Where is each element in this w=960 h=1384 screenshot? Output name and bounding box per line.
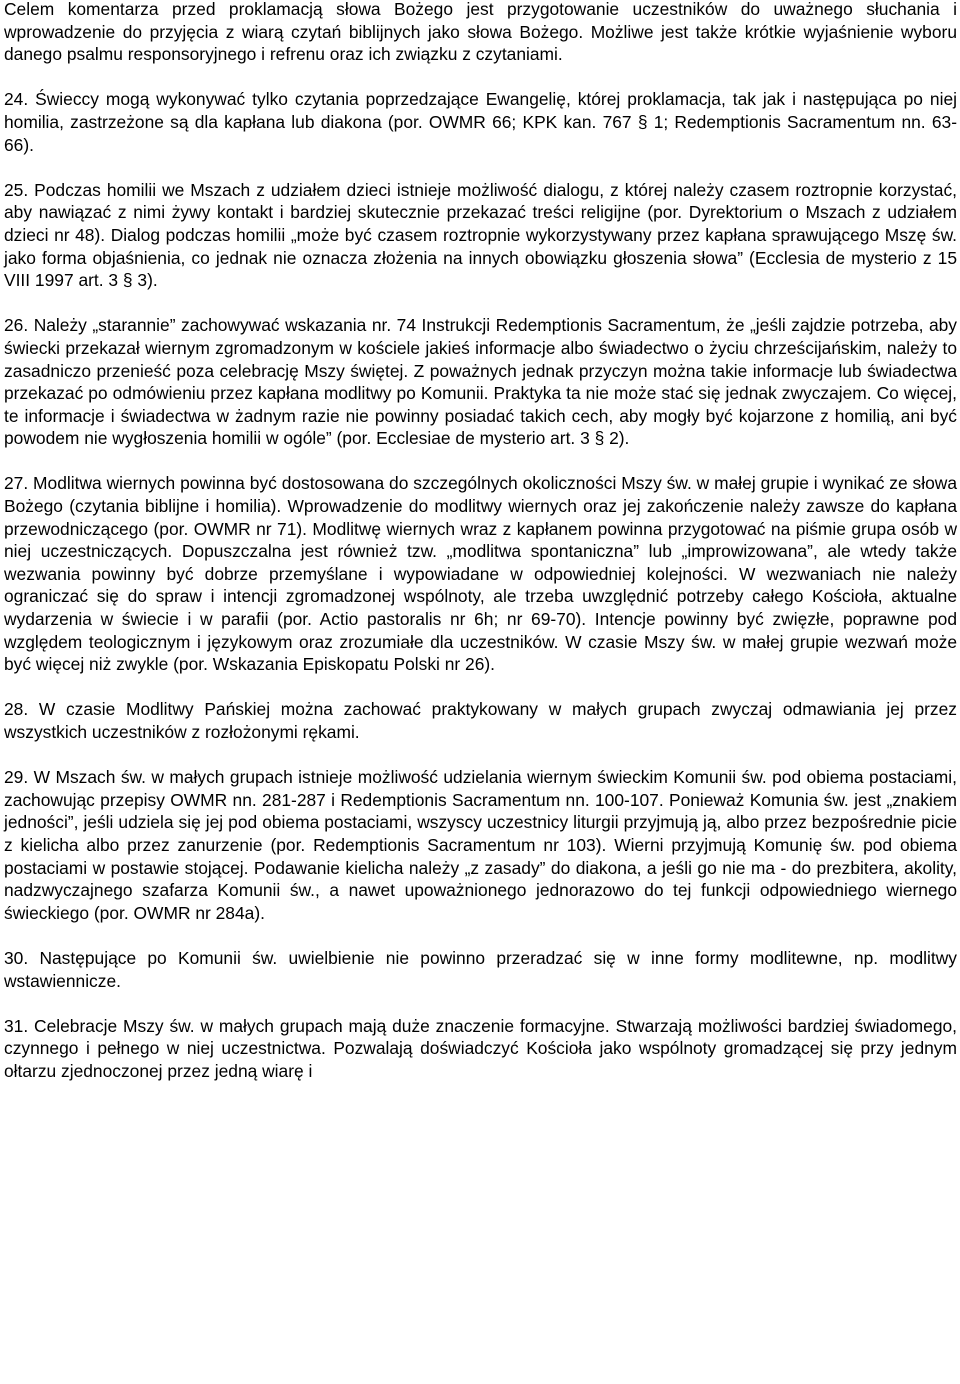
document-page — [4, 0, 957, 1105]
paragraph-25: 25. Podczas homilii we Mszach z udziałem dzieci istnieje możliwość dialogu, z której należy czasem roztropnie korzystać, aby nawiązać z nimi żywy kontakt i bardziej skutecznie przekazać treści religijne (por. Dyrektorium o Mszach z udziałem dzieci nr 48). Dialog podczas homilii „może być czasem roztropnie wykorzystywany przez kapłana sprawującego Mszę św. jako forma objaśnienia, co jednak nie oznacza złożenia na innych obowiązku głoszenia słowa” (Ecclesia de mysterio z 15 VIII 1997 art. 3 § 3). — [4, 179, 957, 291]
intro-paragraph: Celem komentarza przed proklamacją słowa Bożego jest przygotowanie uczestników do uważnego słuchania i wprowadzenie do przyjęcia z wiarą czytań biblijnych jako słowa Bożego. Możliwe jest także krótkie wyjaśnienie wyboru danego psalmu responsoryjnego i refrenu oraz ich związku z czytaniami. — [4, 0, 957, 65]
paragraph-27: 27. Modlitwa wiernych powinna być dostosowana do szczególnych okoliczności Mszy św. w małej grupie i wynikać ze słowa Bożego (czytania biblijne i homilia). Wprowadzenie do modlitwy wiernych oraz jej zakończenie należy zawsze do kapłana przewodniczącego (por. OWMR nr 71). Modlitwę wiernych wraz z kapłanem powinna przygotować na piśmie grupa osób w niej uczestniczących. Dopuszczalna jest również tzw. „modlitwa spontaniczna” lub „improwizowana”, ale wtedy także wezwania powinny być dobrze przemyślane i wypowiadane w odpowiedniej kolejności. W wezwaniach nie należy ograniczać się do spraw i intencji zgromadzonej wspólnoty, ale trzeba uwzględnić potrzeby całego Kościoła, aktualne wydarzenia w świecie i w parafii (por. Actio pastoralis nr 6h; nr 69-70). Intencje powinny być zwięzłe, poprawne pod względem teologicznym i językowym oraz zrozumiałe dla uczestników. W czasie Mszy św. w małej grupie wezwań może być więcej niż zwykle (por. Wskazania Episkopatu Polski nr 26). — [4, 473, 957, 675]
paragraph-26: 26. Należy „starannie” zachowywać wskazania nr. 74 Instrukcji Redemptionis Sacramentum, że „jeśli zajdzie potrzeba, aby świecki przekazał wiernym zgromadzonym w kościele jakieś informacje albo świadectwo o życiu chrześcijańskim, należy to zasadniczo przenieść poza celebrację Mszy świętej. Z poważnych jednak przyczyn można takie informacje lub świadectwa przekazać po odmówieniu przez kapłana modlitwy po Komunii. Praktyka ta nie może stać się jednak zwyczajem. Co więcej, te informacje i świadectwa w żadnym razie nie powinny posiadać takich cech, aby mogły być kojarzone z homilią, ani być powodem nie wygłoszenia homilii w ogóle” (por. Ecclesiae de mysterio art. 3 § 2). — [4, 315, 957, 449]
paragraph-28: 28. W czasie Modlitwy Pańskiej można zachować praktykowany w małych grupach zwyczaj odmawiania jej przez wszystkich uczestników z rozłożonymi rękami. — [4, 699, 957, 742]
paragraph-31: 31. Celebracje Mszy św. w małych grupach mają duże znaczenie formacyjne. Stwarzają możliwości bardziej świadomego, czynnego i pełnego w niej uczestnictwa. Pozwalają doświadczyć Kościoła jako wspólnoty gromadzącej się przy jednym ołtarzu zjednoczonej przez jedną wiarę i — [4, 1015, 957, 1081]
paragraph-29: 29. W Mszach św. w małych grupach istnieje możliwość udzielania wiernym świeckim Komunii św. pod obiema postaciami, zachowując przepisy OWMR nn. 281-287 i Redemptionis Sacramentum nn. 100-107. Ponieważ Komunia św. jest „znakiem jedności”, jeśli udziela się jej pod obiema postaciami, wszyscy uczestnicy liturgii przyjmują ją, albo przez bezpośrednie picie z kielicha albo przez zanurzenie (por. Redemptionis Sacramentum nr 103). Wierni przyjmują Komunię św. pod obiema postaciami w postawie stojącej. Podawanie kielicha należy „z zasady” do diakona, a jeśli go nie ma - do prezbitera, akolity, nadzwyczajnego szafarza Komunii św., a nawet upoważnionego jednorazowo do tej funkcji odpowiedniego wiernego świeckiego (por. OWMR nr 284a). — [4, 767, 957, 923]
paragraph-24: 24. Świeccy mogą wykonywać tylko czytania poprzedzające Ewangelię, której proklamacja, tak jak i następująca po niej homilia, zastrzeżone są dla kapłana lub diakona (por. OWMR 66; KPK kan. 767 § 1; Redemptionis Sacramentum nn. 63-66). — [4, 89, 957, 155]
paragraph-30: 30. Następujące po Komunii św. uwielbienie nie powinno przeradzać się w inne formy modlitewne, np. modlitwy wstawiennicze. — [4, 947, 957, 991]
